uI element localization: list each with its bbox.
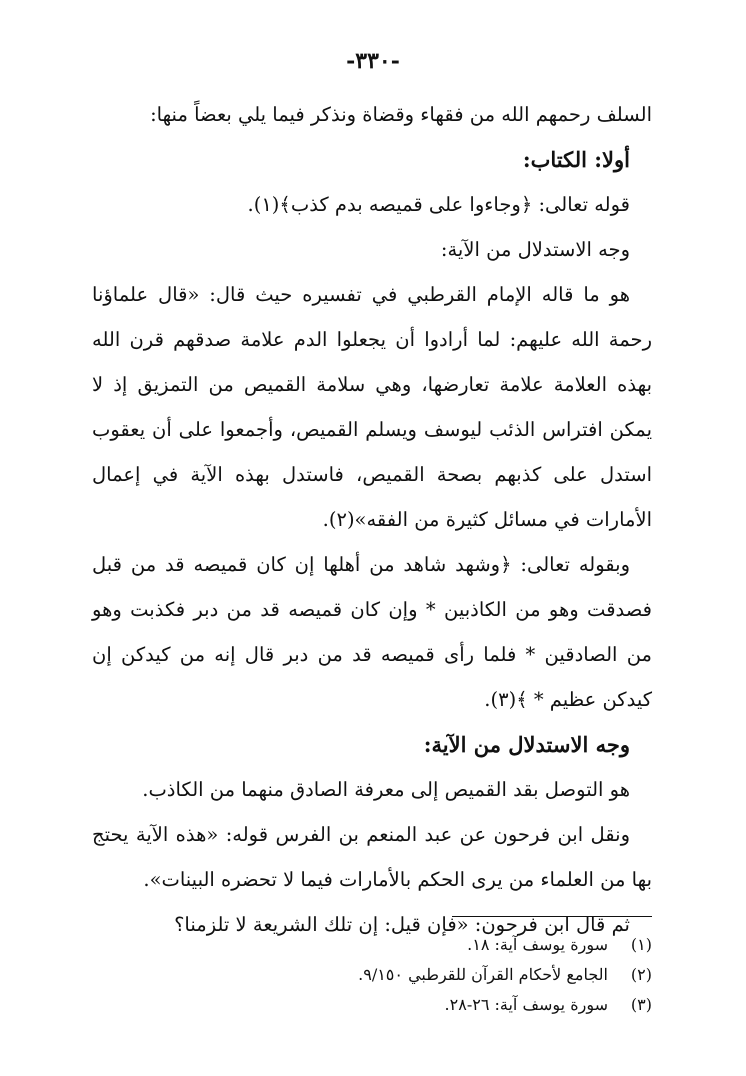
intro-line: السلف رحمهم الله من فقهاء وقضاة ونذكر فيما يلي بعضاً منها: [150, 103, 652, 126]
footnote-text: سورة يوسف آية: ٢٦-٢٨. [444, 995, 608, 1014]
footnote-number: (٢) [630, 965, 652, 984]
ibn-farhun-quote-paragraph: ونقل ابن فرحون عن عبد المنعم بن الفرس قوله: «هذه الآية يحتج بها من العلماء من يرى الحكم بالأمارات فيما لا تحضره البينات». [92, 823, 652, 891]
footnote-number: (٣) [630, 995, 652, 1014]
ibn-farhun-question-paragraph: ثم قال ابن فرحون: «فإن قيل: إن تلك الشريعة لا تلزمنا؟ [174, 913, 630, 936]
subheading-evidence-2: وجه الاستدلال من الآية: [423, 732, 630, 757]
evidence-paragraph: هو التوصل بقد القميص إلى معرفة الصادق منهما من الكاذب. [142, 778, 630, 801]
footnote-divider [452, 916, 652, 917]
footnote-text: سورة يوسف آية: ١٨. [467, 935, 608, 954]
footnote-text: الجامع لأحكام القرآن للقرطبي ٩/١٥٠. [358, 965, 608, 984]
verse-paragraph-2: وبقوله تعالى: ﴿وشهد شاهد من أهلها إن كان قميصه قد من قبل فصدقت وهو من الكاذبين * وإن كان قميصه قد من دبر فكذبت وهو من الصادقين * فلما رأى قميصه قد من دبر قال إنه من كيدكن إن كيدكن عظيم * ﴾(٣). [92, 553, 652, 711]
footnote [92, 960, 652, 990]
section-heading-book: أولا: الكتاب: [522, 147, 630, 172]
page-number: -٣٣٠- [346, 48, 400, 74]
verse-paragraph-1: قوله تعالى: ﴿وجاءوا على قميصه بدم كذب﴾(١). [247, 193, 630, 216]
footnote [92, 990, 652, 1020]
footnote [92, 930, 652, 960]
qurtubi-quote-paragraph: هو ما قاله الإمام القرطبي في تفسيره حيث قال: «قال علماؤنا رحمة الله عليهم: لما أرادوا أن يجعلوا الدم علامة صدقهم قرن الله بهذه العلامة علامة تعارضها، وهي سلامة القميص من التمزيق إذ لا يمكن افتراس الذئب ليوسف ويسلم القميص، وأجمعوا على أن يعقوب استدل على كذبهم بصحة القميص، فاستدل بهذه الآية في إعمال الأمارات في مسائل كثيرة من الفقه»(٢). [92, 283, 652, 531]
body-text [92, 92, 652, 947]
footnotes [92, 930, 652, 1020]
footnote-number: (١) [630, 935, 652, 954]
subheading-evidence-1: وجه الاستدلال من الآية: [440, 238, 630, 261]
